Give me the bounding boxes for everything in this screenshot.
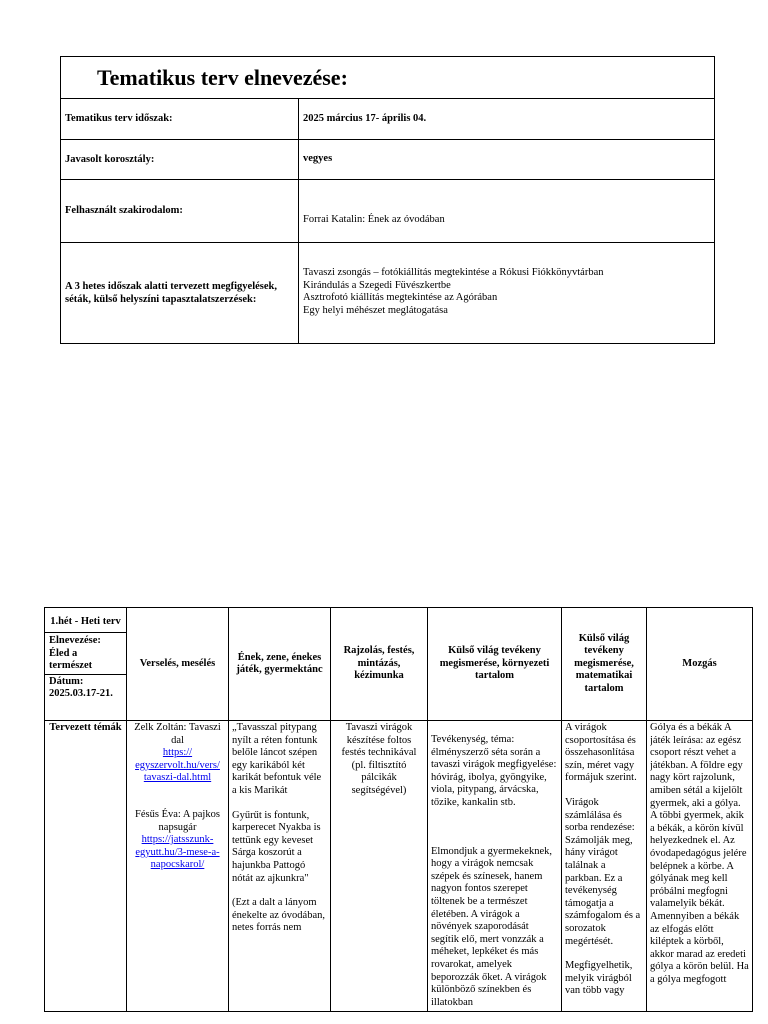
song-cell (229, 721, 331, 1012)
age-group-row (61, 140, 715, 180)
observation-item: Egy helyi méhészet meglátogatása (303, 304, 448, 316)
period-label: Tematikus terv időszak: (61, 99, 299, 140)
observation-item: Tavaszi zsongás – fotókiállítás megtekintése a Rókusi Fiókkönyvtárban (303, 267, 604, 278)
week-heading: 1.hét - Heti terv (50, 616, 121, 627)
tale-item-link[interactable]: https://jatsszunk-egyutt.hu/3-mese-a-napocskarol/ (135, 834, 220, 871)
period-value: 2025 március 17- április 04. (299, 99, 715, 140)
song-verse-1: „Tavasszal pitypang nyílt a réten fontunk belőle láncot szépen egy karikából két karikát befontuk véle a kis Marikát (232, 722, 322, 796)
row-label-planned-topics: Tervezett témák (45, 721, 127, 1012)
col-header-math: Külső világ tevékeny megismerése, matematikai tartalom (562, 608, 647, 721)
math-activity-grouping: A virágok csoportosítása és összehasonlítása szín, méret vagy formájuk szerint. (565, 722, 637, 784)
age-group-value: vegyes (299, 140, 715, 180)
observations-list (299, 243, 715, 344)
observations-label: A 3 hetes időszak alatti tervezett megfigyelések, séták, külső helyszíni tapasztalatszerzések: (61, 243, 299, 344)
age-group-label: Javasolt korosztály: (61, 140, 299, 180)
tale-item-title: Fésűs Éva: A pajkos napsugár (135, 808, 220, 833)
thematic-plan-table (60, 56, 715, 344)
observation-item: Asztrofotó kiállítás megtekintése az Agórában (303, 292, 498, 304)
literature-value: Forrai Katalin: Ének az óvodában (299, 180, 715, 243)
movement-game: Gólya és a békák A játék leírása: az egész csoport részt vehet a játékban. A földre egy nagy kört rajzolunk, amiben sétál a kijelölt gyermek, aki a gólya. A többi gyermek, akik a békák, a körön kívül helyezkednek el. Az óvodapedagógus jelére belépnek a körbe. A gólyának meg kell próbálni megfogni valamelyik békát. Amennyiben a békák az elfogás előtt kiléptek a körből, akkor marad az eredeti gólya a körön belül. Ha a gólya megfogott (650, 722, 749, 985)
math-cell (562, 721, 647, 1012)
environment-activity: Tevékenység, téma: élményszerző séta során a tavaszi virágok megfigyelése: hóvirág, ibolya, gyöngyike, viola, pitypang, árvácska, tőzike, kankalin stb. (431, 734, 557, 808)
planned-topics-row (45, 721, 753, 1012)
math-activity-counting: Virágok számlálása és sorba rendezése: Számolják meg, hány virágot találnak a parkban. Ez a tevékenység támogatja a számfogalom és a sorozatok megértését. (565, 796, 641, 947)
weekly-header-row (45, 608, 753, 721)
environment-explanation: Elmondjuk a gyermekeknek, hogy a virágok nemcsak szépek és színesek, hanem nagyon fontos szerepet töltenek be a természet életében. A virágok a növények szaporodását segítik elő, mert vonzzák a méheket, lepkéket és más rovarokat, amelyek beporozzák őket. A virágok különböző színekben és illatokban (431, 845, 553, 1008)
art-activity: Tavaszi virágok készítése foltos festés technikával (pl. filtisztító pálcikák segítségével) (341, 722, 417, 796)
art-cell (331, 721, 428, 1012)
verse-item-link[interactable]: https:// egyszervolt.hu/vers/ tavaszi-dal.html (135, 747, 220, 784)
song-note: (Ezt a dalt a lányom énekelte az óvodában, netes forrás nem (232, 897, 325, 934)
verse-item-title: Zelk Zoltán: Tavaszi dal (134, 722, 221, 746)
literature-row (61, 180, 715, 243)
col-header-movement: Mozgás (647, 608, 753, 721)
period-row (61, 99, 715, 140)
plan-title: Tematikus terv elnevezése: (97, 64, 348, 90)
week-date: Dátum: 2025.03.17-21. (45, 674, 126, 702)
col-header-environment: Külső világ tevékeny megismerése, környezeti tartalom (428, 608, 562, 721)
col-header-art: Rajzolás, festés, mintázás, kézimunka (331, 608, 428, 721)
verse-cell (127, 721, 229, 1012)
literature-label: Felhasznált szakirodalom: (61, 180, 299, 243)
weekly-plan-table (44, 607, 753, 1012)
week-info-cell (45, 608, 127, 721)
col-header-song: Ének, zene, énekes játék, gyermektánc (229, 608, 331, 721)
title-row (61, 57, 715, 99)
environment-cell (428, 721, 562, 1012)
title-cell (61, 57, 715, 99)
col-header-verse: Verselés, mesélés (127, 608, 229, 721)
math-activity-comparison: Megfigyelhetik, melyik virágból van több vagy (565, 960, 633, 997)
observations-row (61, 243, 715, 344)
observation-item: Kirándulás a Szegedi Füvészkertbe (303, 279, 451, 291)
movement-cell (647, 721, 753, 1012)
week-name: Elnevezése: Éled a természet (45, 632, 126, 673)
song-verse-2: Gyűrűt is fontunk, karperecet Nyakba is tettünk egy keveset Sárga koszorút a hajunkba Pattogó nótát az ajkunkra" (232, 809, 321, 884)
